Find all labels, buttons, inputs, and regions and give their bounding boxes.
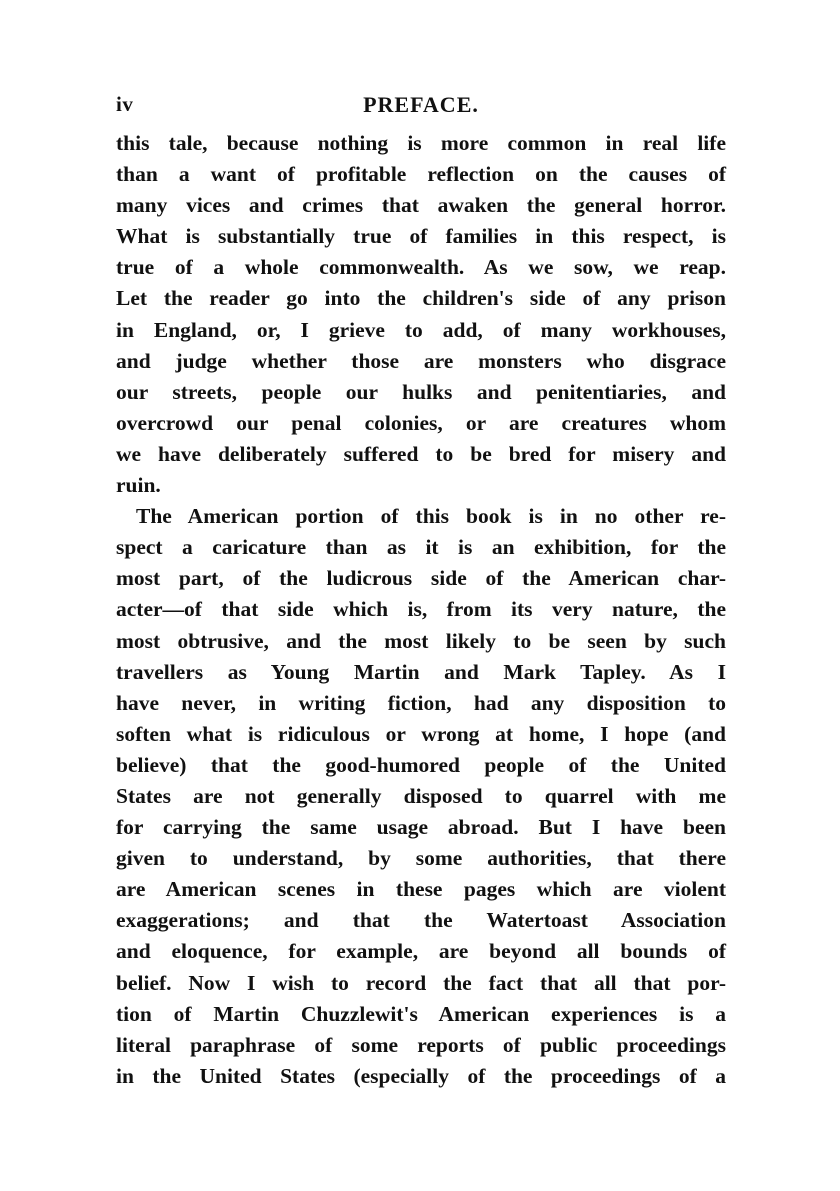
text-line: and eloquence, for example, are beyond all bounds of: [116, 939, 726, 964]
page-header: [116, 92, 726, 128]
text-line: have never, in writing fiction, had any disposition to: [116, 690, 726, 715]
text-line: many vices and crimes that awaken the general horror.: [116, 193, 726, 218]
text-line: for carrying the same usage abroad. But I have been: [116, 815, 726, 840]
text-line: belief. Now I wish to record the fact that all that por-: [116, 970, 726, 995]
text-line: overcrowd our penal colonies, or are creatures whom: [116, 410, 726, 435]
text-line: soften what is ridiculous or wrong at home, I hope (and: [116, 721, 726, 746]
text-line: travellers as Young Martin and Mark Tapley. As I: [116, 659, 726, 684]
text-line: our streets, people our hulks and penitentiaries, and: [116, 379, 726, 404]
text-line: Let the reader go into the children's side of any prison: [116, 286, 726, 311]
text-line: and judge whether those are monsters who disgrace: [116, 348, 726, 373]
text-line: are American scenes in these pages which are violent: [116, 877, 726, 902]
text-line: than a want of profitable reflection on the causes of: [116, 162, 726, 187]
page-number: iv: [116, 92, 134, 116]
text-line: ruin.: [116, 473, 161, 498]
paragraph-1: [116, 128, 726, 501]
paragraph-2: [116, 501, 726, 1092]
text-line: What is substantially true of families in this respect, is: [116, 224, 726, 249]
text-line: acter—of that side which is, from its very nature, the: [116, 597, 726, 622]
book-page: [116, 92, 726, 1092]
text-line: tion of Martin Chuzzlewit's American experiences is a: [116, 1001, 726, 1026]
text-line: we have deliberately suffered to be bred for misery and: [116, 441, 726, 466]
text-line: The American portion of this book is in no other re-: [136, 504, 726, 529]
text-line: spect a caricature than as it is an exhibition, for the: [116, 535, 726, 560]
text-line: States are not generally disposed to quarrel with me: [116, 783, 726, 808]
text-line: this tale, because nothing is more common in real life: [116, 131, 726, 155]
text-line: most obtrusive, and the most likely to be seen by such: [116, 628, 726, 653]
text-line: literal paraphrase of some reports of public proceedings: [116, 1032, 726, 1057]
text-line: in England, or, I grieve to add, of many workhouses,: [116, 317, 726, 342]
text-line: most part, of the ludicrous side of the American char-: [116, 566, 726, 591]
text-line: exaggerations; and that the Watertoast Association: [116, 908, 726, 933]
text-line: believe) that the good-humored people of the United: [116, 752, 726, 777]
running-title: PREFACE.: [363, 92, 479, 117]
text-line: true of a whole commonwealth. As we sow, we reap.: [116, 255, 726, 280]
text-line: given to understand, by some authorities, that there: [116, 846, 726, 871]
text-line: in the United States (especially of the proceedings of a: [116, 1063, 726, 1088]
